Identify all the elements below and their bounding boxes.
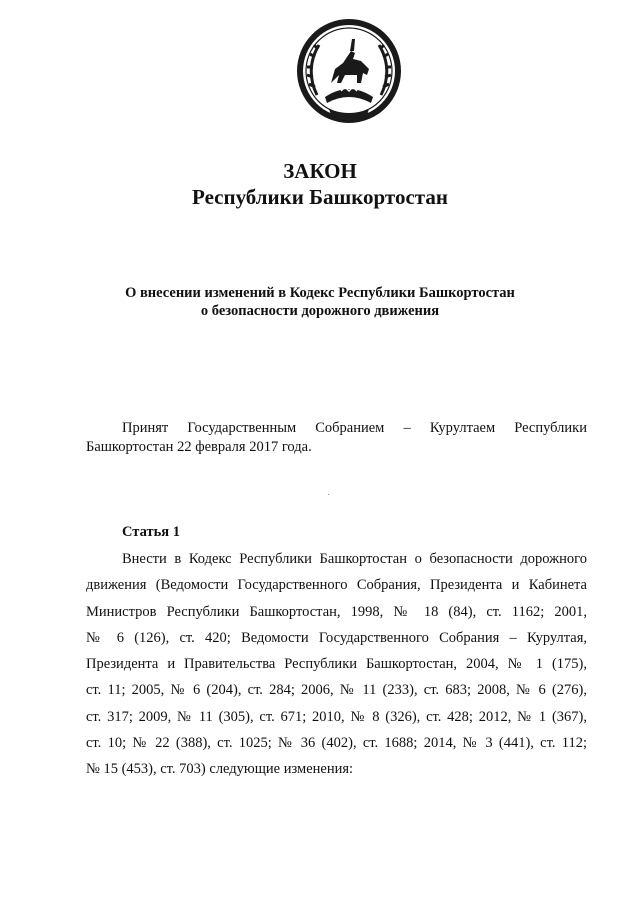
- article-line: ст. 10; № 22 (388), ст. 1025; № 36 (402), ст. 1688; 2014, № 3 (441), ст. 112;: [86, 735, 587, 752]
- article-body: [86, 546, 587, 783]
- article-line: Президента и Правительства Республики Башкортостан, 2004, № 1 (175),: [86, 656, 587, 673]
- article-line: ст. 317; 2009, № 11 (305), ст. 671; 2010, № 8 (326), ст. 428; 2012, № 1 (367),: [86, 708, 587, 725]
- adoption-note-line: Башкортостан 22 февраля 2017 года.: [86, 439, 312, 455]
- bashkortostan-coat-of-arms-icon: [295, 17, 403, 125]
- adoption-note: [86, 419, 587, 457]
- law-subject-line: О внесении изменений в Кодекс Республики Башкортостан: [125, 285, 515, 301]
- document-title: ЗАКОН: [283, 159, 357, 183]
- law-subject-line: о безопасности дорожного движения: [200, 303, 440, 319]
- article-line: Министров Республики Башкортостан, 1998, № 18 (84), ст. 1162; 2001,: [86, 603, 587, 620]
- article-heading: Статья 1: [122, 524, 180, 540]
- document-issuer: Республики Башкортостан: [192, 185, 448, 209]
- article-line: Внести в Кодекс Республики Башкортостан о безопасности дорожного: [122, 551, 587, 567]
- article-line: № 15 (453), ст. 703) следующие изменения:: [86, 761, 354, 778]
- article-line: движения (Ведомости Государственного Собрания, Президента и Кабинета: [86, 577, 587, 594]
- scan-speck: [328, 494, 329, 495]
- article-line: ст. 11; 2005, № 6 (204), ст. 284; 2006, № 11 (233), ст. 683; 2008, № 6 (276),: [86, 682, 587, 699]
- law-subject: [90, 284, 550, 320]
- article-line: № 6 (126), ст. 420; Ведомости Государственного Собрания – Курултая,: [86, 629, 587, 646]
- adoption-note-line: Принят Государственным Собранием – Курултаем Республики: [122, 420, 587, 436]
